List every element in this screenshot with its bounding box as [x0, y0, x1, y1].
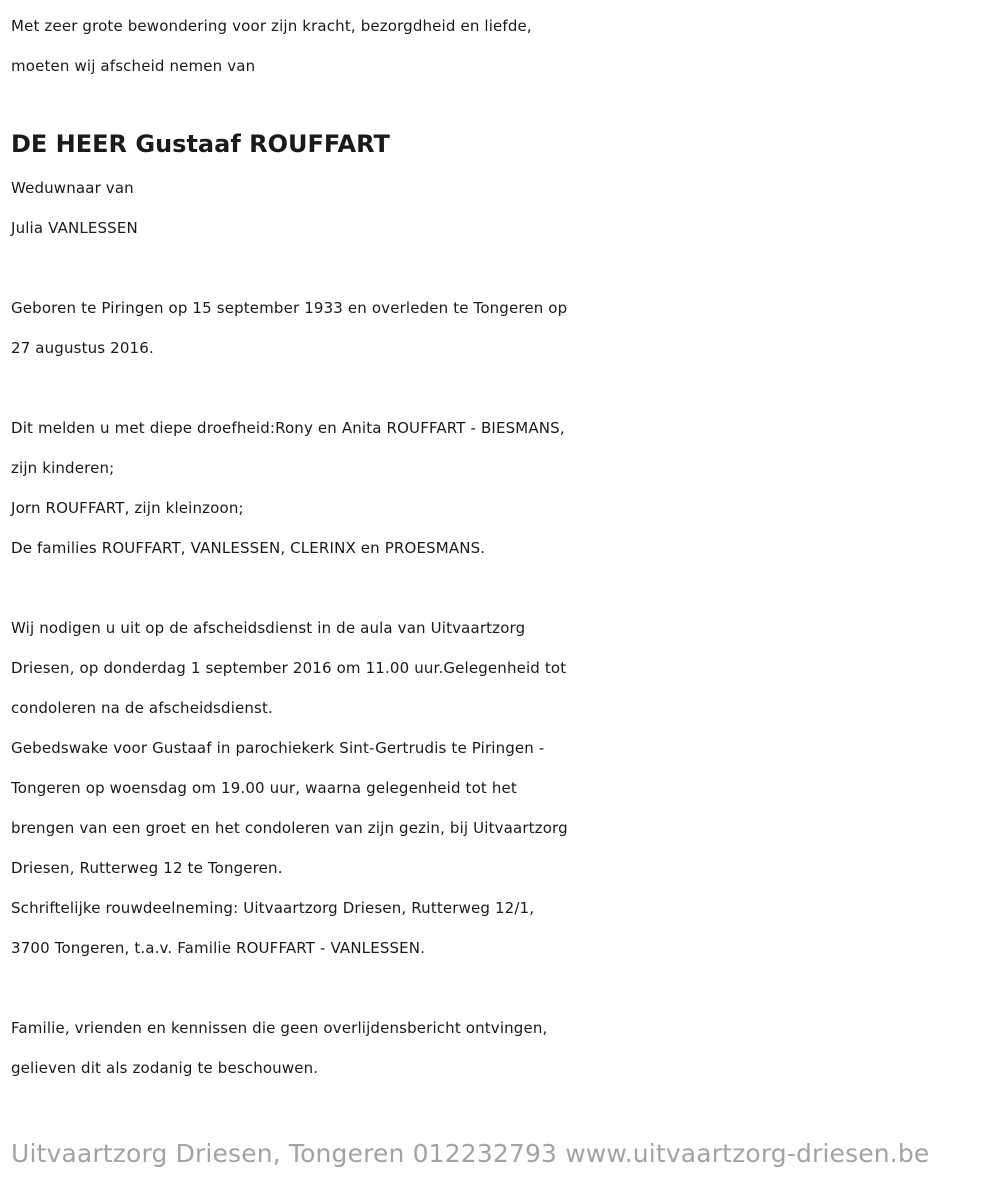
funeral-home-footer: Uitvaartzorg Driesen, Tongeren 012232793 www.uitvaartzorg-driesen.be	[11, 1139, 930, 1168]
intro-text	[11, 6, 991, 86]
birth-death-line: Geboren te Piringen op 15 september 1933 en overleden te Tongeren op	[11, 299, 568, 317]
ceremony-line: Gebedswake voor Gustaaf in parochiekerk Sint-Gertrudis te Piringen -	[11, 739, 545, 757]
closing-line: gelieven dit als zodanig te beschouwen.	[11, 1059, 319, 1077]
spouse-name: Julia VANLESSEN	[11, 219, 138, 237]
ceremony-paragraph	[11, 608, 991, 968]
spacer	[11, 248, 991, 288]
ceremony-line: Wij nodigen u uit op de afscheidsdienst in de aula van Uitvaartzorg	[11, 619, 526, 637]
ceremony-line: brengen van een groet en het condoleren van zijn gezin, bij Uitvaartzorg	[11, 819, 568, 837]
announcers-line: Jorn ROUFFART, zijn kleinzoon;	[11, 499, 244, 517]
birth-death-paragraph	[11, 288, 991, 368]
ceremony-line: condoleren na de afscheidsdienst.	[11, 699, 273, 717]
ceremony-line: Driesen, Rutterweg 12 te Tongeren.	[11, 859, 283, 877]
ceremony-line: Driesen, op donderdag 1 september 2016 om 11.00 uur.Gelegenheid tot	[11, 659, 567, 677]
ceremony-line: Tongeren op woensdag om 19.00 uur, waarna gelegenheid tot het	[11, 779, 517, 797]
birth-death-line: 27 augustus 2016.	[11, 339, 154, 357]
closing-line: Familie, vrienden en kennissen die geen overlijdensbericht ontvingen,	[11, 1019, 548, 1037]
ceremony-line: 3700 Tongeren, t.a.v. Familie ROUFFART - VANLESSEN.	[11, 939, 426, 957]
announcers-paragraph	[11, 408, 991, 568]
intro-line: Met zeer grote bewondering voor zijn kracht, bezorgdheid en liefde,	[11, 17, 532, 35]
closing-paragraph	[11, 1008, 991, 1088]
announcers-line: Dit melden u met diepe droefheid:Rony en Anita ROUFFART - BIESMANS,	[11, 419, 565, 437]
announcers-line: De families ROUFFART, VANLESSEN, CLERINX en PROESMANS.	[11, 539, 486, 557]
spacer	[11, 368, 991, 408]
relation-label: Weduwnaar van	[11, 179, 134, 197]
spacer	[11, 968, 991, 1008]
announcers-line: zijn kinderen;	[11, 459, 115, 477]
obituary-notice	[11, 6, 991, 1088]
spacer	[11, 568, 991, 608]
deceased-name: DE HEER Gustaaf ROUFFART	[11, 130, 390, 158]
intro-line: moeten wij afscheid nemen van	[11, 57, 256, 75]
ceremony-line: Schriftelijke rouwdeelneming: Uitvaartzorg Driesen, Rutterweg 12/1,	[11, 899, 535, 917]
